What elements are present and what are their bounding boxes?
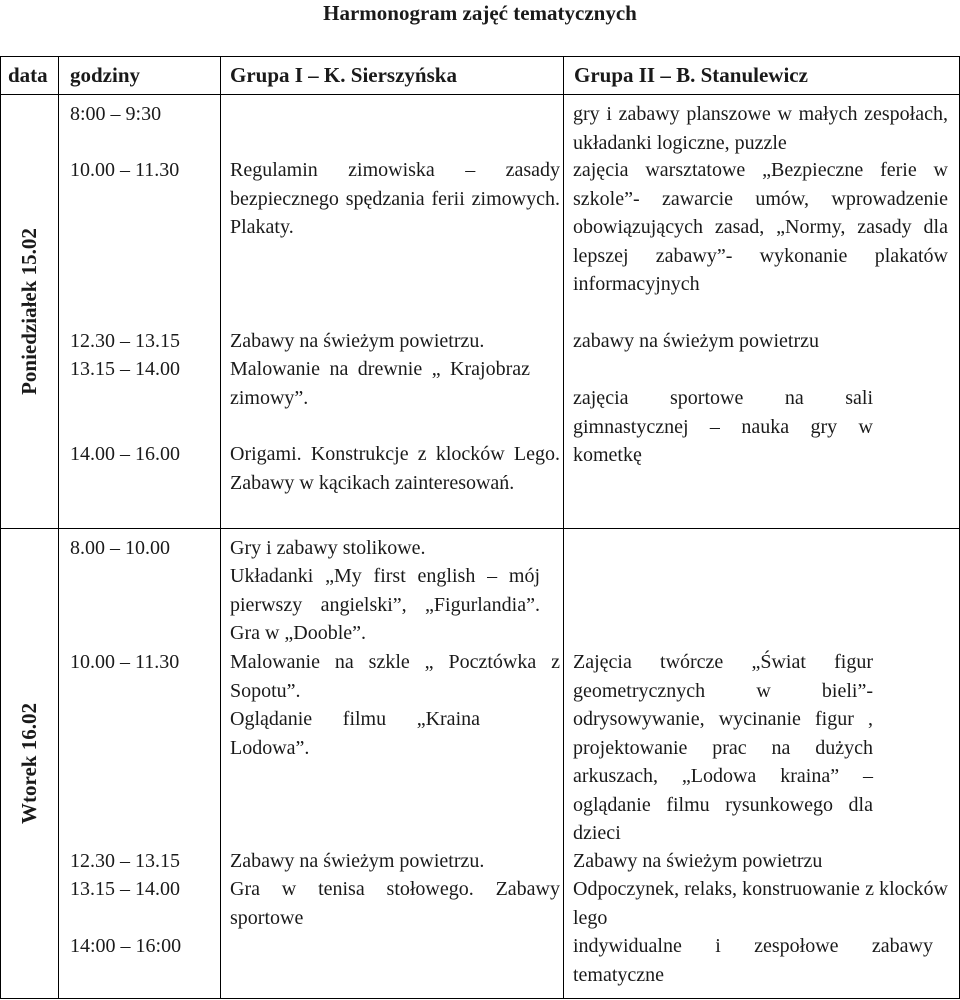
time-slot: 13.15 – 14.00: [70, 358, 180, 380]
time-slot: 12.30 – 13.15: [70, 850, 180, 872]
header-data: data: [8, 63, 48, 87]
activity-group-2: Zajęcia twórcze „Świat figur geometrycznych w bieli”- odrysowywanie, wycinanie figur , projektowanie prac na dużych arkuszach, „Lodowa kraina” – oglądanie filmu rysunkowego dla dzieci: [573, 651, 873, 844]
time-slot: 8.00 – 10.00: [70, 537, 170, 559]
activity-group-1: Gra w tenisa stołowego. Zabawy sportowe: [230, 878, 560, 929]
time-slot: 13.15 – 14.00: [70, 878, 180, 900]
activity-group-2: indywidualne i zespołowe zabawy tematyczne: [573, 935, 933, 986]
activity-group-1: Regulamin zimowiska – zasady bezpiecznego spędzania ferii zimowych. Plakaty.: [230, 159, 560, 238]
column-divider-2: [220, 56, 221, 999]
day-label-tuesday: Wtorek 16.02: [16, 703, 41, 824]
column-divider-1: [58, 56, 59, 999]
activity-group-1: Origami. Konstrukcje z klocków Lego. Zabawy w kącikach zainteresowań.: [230, 443, 560, 494]
header-divider: [0, 94, 960, 95]
time-slot: 14:00 – 16:00: [70, 935, 182, 957]
activity-group-1: Malowanie na drewnie „ Krajobraz zimowy”.: [230, 358, 530, 409]
row-divider: [0, 528, 960, 529]
column-divider-3: [563, 56, 564, 999]
table-border-top: [0, 56, 960, 57]
activity-group-1: Gry i zabawy stolikowe.: [230, 537, 426, 559]
time-slot: 10.00 – 11.30: [70, 159, 180, 181]
activity-group-2: gry i zabawy planszowe w małych zespołach, układanki logiczne, puzzle: [573, 103, 948, 154]
header-grupa-2: Grupa II – B. Stanulewicz: [574, 63, 808, 87]
activity-group-1: Zabawy na świeżym powietrzu.: [230, 850, 485, 872]
header-godziny: godziny: [70, 63, 141, 87]
time-slot: 10.00 – 11.30: [70, 651, 180, 673]
time-slot: 14.00 – 16.00: [70, 443, 180, 465]
activity-group-2: Odpoczynek, relaks, konstruowanie z klocków lego: [573, 878, 948, 929]
activity-group-1: Układanki „My first english – mój pierwszy angielski”, „Figurlandia”. Gra w „Dooble”.: [230, 565, 540, 644]
activity-group-1: Malowanie na szkle „ Pocztówka z Sopotu”.: [230, 651, 560, 702]
table-border-bottom: [0, 998, 960, 999]
activity-group-1: Oglądanie filmu „Kraina Lodowa”.: [230, 708, 480, 759]
activity-group-2: zajęcia sportowe na sali gimnastycznej – nauka gry w kometkę: [573, 387, 873, 466]
header-grupa-1: Grupa I – K. Sierszyńska: [230, 63, 457, 87]
activity-group-2: Zabawy na świeżym powietrzu: [573, 850, 823, 872]
time-slot: 8:00 – 9:30: [70, 103, 162, 125]
activity-group-2: zabawy na świeżym powietrzu: [573, 330, 820, 352]
time-slot: 12.30 – 13.15: [70, 330, 180, 352]
activity-group-1: Zabawy na świeżym powietrzu.: [230, 330, 485, 352]
day-label-monday: Poniedziałek 15.02: [16, 228, 41, 395]
page-title: Harmonogram zajęć tematycznych: [323, 1, 637, 25]
activity-group-2: zajęcia warsztatowe „Bezpieczne ferie w szkole”- zawarcie umów, wprowadzenie obowiązujących zasad, „Normy, zasady dla lepszej zabawy”- wykonanie plakatów informacyjnych: [573, 159, 948, 295]
